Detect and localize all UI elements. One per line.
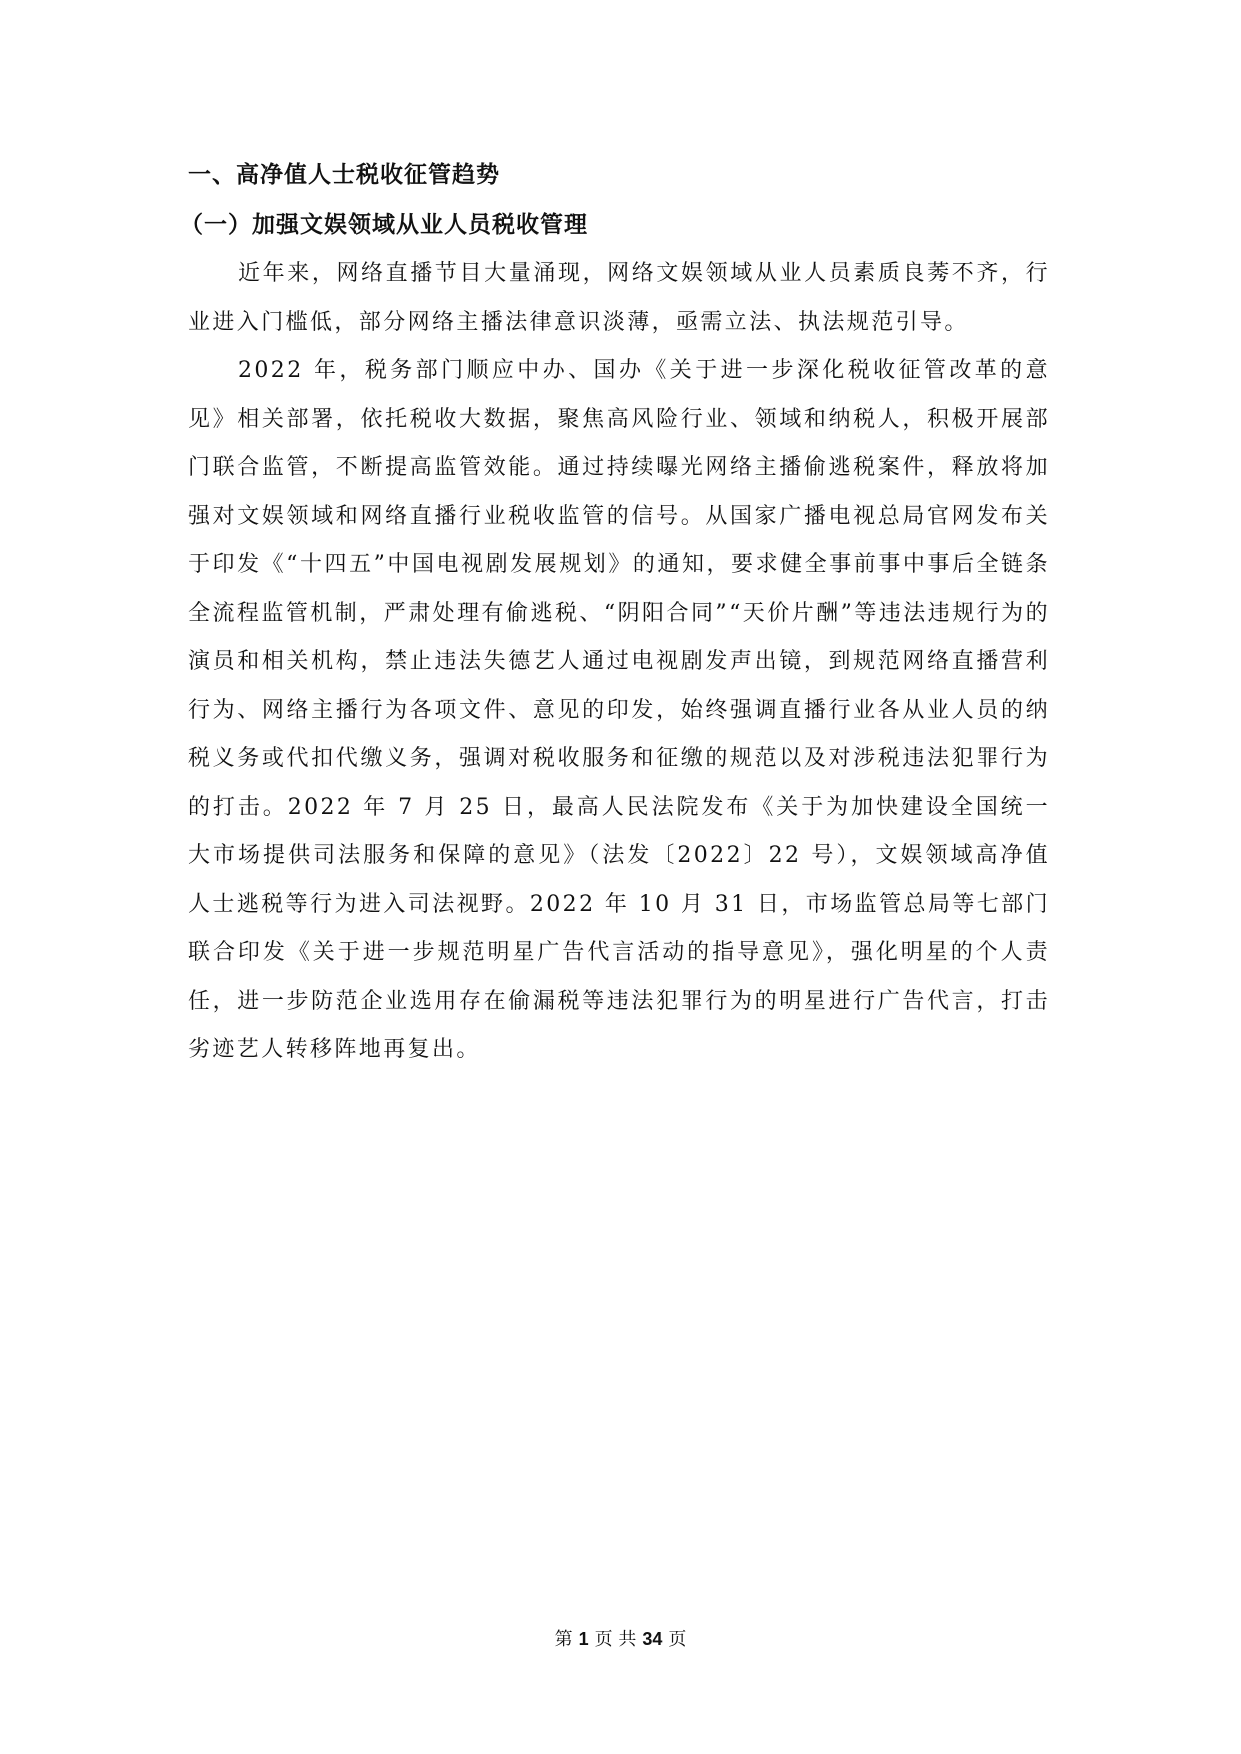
footer-suffix: 页: [668, 1629, 687, 1650]
footer-prefix: 第: [554, 1629, 573, 1650]
page-content: [180, 150, 1050, 1075]
subsection-heading: （一）加强文娱领域从业人员税收管理: [180, 212, 588, 238]
body-paragraph-1: 近年来，网络直播节目大量涌现，网络文娱领域从业人员素质良莠不齐，行业进入门槛低，部分网络主播法律意识淡薄，亟需立法、执法规范引导。: [188, 261, 1050, 335]
footer-page-number: 1: [578, 1629, 589, 1649]
footer-total-pages: 34: [642, 1629, 663, 1649]
section-heading: 一、高净值人士税收征管趋势: [188, 162, 500, 188]
footer-middle: 页 共: [594, 1629, 637, 1650]
body-paragraph-2: 2022 年，税务部门顺应中办、国办《关于进一步深化税收征管改革的意见》相关部署，依托税收大数据，聚焦高风险行业、领域和纳税人，积极开展部门联合监管，不断提高监管效能。通过持续曝光网络主播偷逃税案件，释放将加强对文娱领域和网络直播行业税收监管的信号。从国家广播电视总局官网发布关于印发《“十四五”中国电视剧发展规划》的通知，要求健全事前事中事后全链条全流程监管机制，严肃处理有偷逃税、“阴阳合同”“天价片酬”等违法违规行为的演员和相关机构，禁止违法失德艺人通过电视剧发声出镜，到规范网络直播营利行为、网络主播行为各项文件、意见的印发，始终强调直播行业各从业人员的纳税义务或代扣代缴义务，强调对税收服务和征缴的规范以及对涉税违法犯罪行为的打击。2022 年 7 月 25 日，最高人民法院发布《关于为加快建设全国统一大市场提供司法服务和保障的意见》（法发〔2022〕22 号），文娱领域高净值人士逃税等行为进入司法视野。2022 年 10 月 31 日，市场监管总局等七部门联合印发《关于进一步规范明星广告代言活动的指导意见》，强化明星的个人责任，进一步防范企业选用存在偷漏税等违法犯罪行为的明星进行广告代言，打击劣迹艺人转移阵地再复出。: [188, 358, 1050, 1062]
page-footer: [0, 1627, 1241, 1652]
